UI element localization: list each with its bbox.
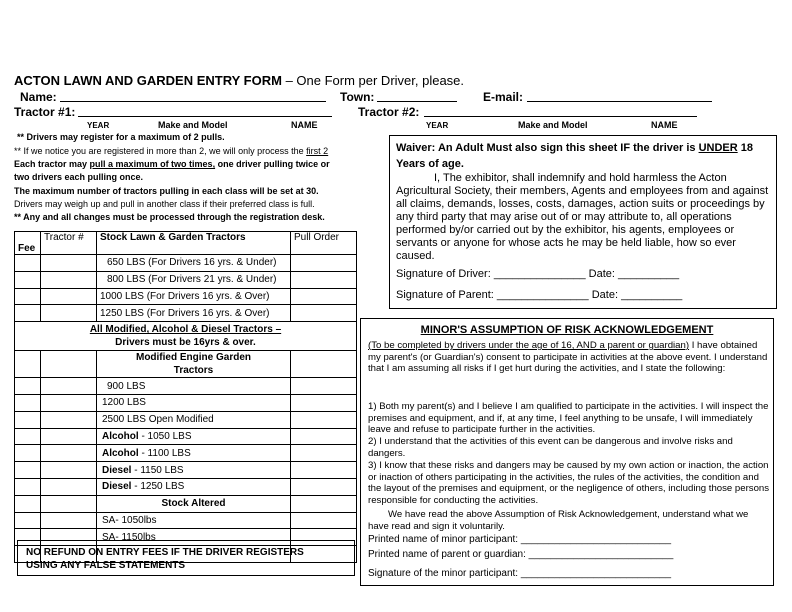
col-pull-order: Pull Order <box>291 232 357 255</box>
refund-notice <box>17 540 355 576</box>
waiver-title-c: 18 Years of age. <box>396 142 753 170</box>
pull-order-cell[interactable] <box>291 462 357 479</box>
rule-first-two <box>14 146 328 156</box>
pull-order-cell[interactable] <box>291 478 357 495</box>
class-text: 900 LBS <box>107 380 146 392</box>
name-label: Name: <box>20 90 57 104</box>
waiver-title-under: UNDER <box>698 142 738 154</box>
table-row <box>15 378 357 395</box>
fee-cell[interactable] <box>15 445 41 462</box>
class-cell: SA- 1050lbs <box>97 512 291 529</box>
class-cell <box>97 445 291 462</box>
pull-order-cell[interactable] <box>291 495 357 512</box>
class-cell: 800 LBS (For Drivers 21 yrs. & Under) <box>97 271 291 288</box>
class-text: 1200 LBS <box>102 397 146 409</box>
pull-order-cell[interactable] <box>291 351 357 378</box>
refund-line2: USING ANY FALSE STATEMENTS <box>26 560 186 571</box>
name-sub-label-2: NAME <box>651 120 678 130</box>
rule-first-two-text: ** If we notice you are registered in more than 2, we will only process the <box>14 146 307 156</box>
form-title-rest: – One Form per Driver, please. <box>281 73 465 88</box>
col-tractor: Tractor # <box>41 232 97 255</box>
modified-header <box>97 351 291 378</box>
class-text: - 1100 LBS <box>138 447 191 459</box>
pull-order-cell[interactable] <box>291 394 357 411</box>
tractor-cell[interactable] <box>41 271 97 288</box>
rule-pull-max <box>14 159 330 169</box>
modified-note-row <box>15 322 357 351</box>
printed-minor-name-line[interactable]: Printed name of minor participant: ___________________________ <box>368 534 672 545</box>
rule-max-pulls: ** Drivers may register for a maximum of 2 pulls. <box>17 132 225 142</box>
tractor-cell[interactable] <box>41 411 97 428</box>
tractor-cell[interactable] <box>41 394 97 411</box>
table-row <box>15 255 357 272</box>
tractor-cell[interactable] <box>41 428 97 445</box>
tractor-cell[interactable] <box>41 478 97 495</box>
rule-weigh-up: Drivers may weigh up and pull in another class if their preferred class is full. <box>14 199 315 209</box>
tractor2-field[interactable] <box>424 105 697 117</box>
minor-point-3: 3) I know that these risks and dangers may be caused by my own action or inaction, the action or inaction of others participating in the activities, the rules of the activities, the condition and the layout of the premises and equipment, or the negligence of others, including those persons responsible for conducting the activities. <box>368 460 770 506</box>
class-text: 2500 LBS Open Modified <box>102 414 214 426</box>
tractor-cell[interactable] <box>41 495 97 512</box>
minor-intro-underlined: (To be completed by drivers under the age of 16, AND a parent or guardian) <box>368 340 690 351</box>
pull-order-cell[interactable] <box>291 255 357 272</box>
entry-table <box>14 231 357 563</box>
fee-cell[interactable] <box>15 378 41 395</box>
modified-header-row <box>15 351 357 378</box>
minor-risk-box <box>360 318 774 586</box>
col-fee: Fee <box>15 232 41 255</box>
make-model-label-2: Make and Model <box>518 120 588 130</box>
table-row <box>15 445 357 462</box>
class-bold: Alcohol <box>102 447 139 459</box>
rule-first-two-underlined: first 2 <box>306 146 329 156</box>
class-text: - 1150 LBS <box>131 464 184 476</box>
printed-parent-name-line[interactable]: Printed name of parent or guardian: __________________________ <box>368 549 674 560</box>
tractor-cell[interactable] <box>41 351 97 378</box>
pull-order-cell[interactable] <box>291 271 357 288</box>
minor-point-2: 2) I understand that the activities of this event can be dangerous and involve risks and dangers. <box>368 436 733 459</box>
minor-acknowledgement: We have read the above Assumption of Risk Acknowledgement, understand what we have read and sign it voluntarily. <box>368 509 749 532</box>
rule-pull-max-a: Each tractor may <box>14 159 90 169</box>
class-text: - 1250 LBS <box>131 481 185 493</box>
rule-two-drivers: two drivers each pulling once. <box>14 172 144 182</box>
fee-cell[interactable] <box>15 428 41 445</box>
class-bold: Alcohol <box>102 430 139 442</box>
name-sub-label-1: NAME <box>291 120 318 130</box>
waiver-box <box>389 135 777 309</box>
tractor-cell[interactable] <box>41 512 97 529</box>
modified-note-line1: All Modified, Alcohol & Diesel Tractors – <box>89 324 282 336</box>
table-row <box>15 271 357 288</box>
pull-order-cell[interactable] <box>291 445 357 462</box>
stock-altered-header: Stock Altered <box>97 495 291 512</box>
tractor-cell[interactable] <box>41 445 97 462</box>
minor-title: MINOR'S ASSUMPTION OF RISK ACKNOWLEDGEMENT <box>420 324 714 336</box>
year-label-1: YEAR <box>87 121 110 130</box>
class-cell: 1000 LBS (For Drivers 16 yrs. & Over) <box>97 288 291 305</box>
class-cell <box>97 378 291 395</box>
rule-max-tractors: The maximum number of tractors pulling in each class will be set at 30. <box>14 186 319 196</box>
year-label-2: YEAR <box>426 121 449 130</box>
table-row <box>15 428 357 445</box>
fee-cell[interactable] <box>15 394 41 411</box>
waiver-body: I, The exhibitor, shall indemnify and hold harmless the Acton Agricultural Society, their members, Agents and employees from and against all claims, demands, losses, costs, damages, action suits or proceedings by any third party that may arise out of or may attribute to, all operations performed by/or carried out by the exhibitor, his agents, employees or servants or anyone for whose acts he may be held liable, how so ever caused. <box>396 172 769 262</box>
table-row <box>15 512 357 529</box>
minor-intro-text: I have obtained my parent's (or Guardian's) consent to participate in activities at the above event. I understand that I am assuming all risks if I get hurt during the activities, and I state the following: <box>368 340 768 375</box>
table-row <box>15 462 357 479</box>
fee-cell[interactable] <box>15 255 41 272</box>
minor-point-1: 1) Both my parent(s) and I believe I am qualified to participate in the activities. I will inspect the premises and equipment, and if, at any time, I feel anything to be unsafe, I will immediately leave and refuse to participate further in the activities. <box>368 401 769 436</box>
waiver-title-a: Waiver: An Adult Must also sign this sheet IF the driver is <box>396 142 699 154</box>
fee-cell[interactable] <box>15 512 41 529</box>
fee-cell[interactable] <box>15 462 41 479</box>
fee-cell[interactable] <box>15 478 41 495</box>
class-text: - 1050 LBS <box>138 430 192 442</box>
class-cell <box>97 462 291 479</box>
pull-order-cell[interactable] <box>291 378 357 395</box>
class-cell <box>97 478 291 495</box>
rule-pull-max-c: one driver pulling twice or <box>215 159 330 169</box>
class-bold: Diesel <box>102 481 132 493</box>
table-row <box>15 411 357 428</box>
refund-line1: NO REFUND ON ENTRY FEES IF THE DRIVER REGISTERS <box>26 547 304 558</box>
tractor2-label: Tractor #2: <box>358 105 420 119</box>
pull-order-cell[interactable] <box>291 305 357 322</box>
table-row <box>15 305 357 322</box>
fee-cell[interactable] <box>15 411 41 428</box>
form-title <box>14 73 464 88</box>
pull-order-cell[interactable] <box>291 512 357 529</box>
table-row <box>15 288 357 305</box>
email-label: E-mail: <box>483 90 524 104</box>
class-cell: 650 LBS (For Drivers 16 yrs. & Under) <box>97 255 291 272</box>
class-cell <box>97 394 291 411</box>
email-field[interactable] <box>527 90 712 102</box>
class-cell: 1250 LBS (For Drivers 16 yrs. & Over) <box>97 305 291 322</box>
town-field[interactable] <box>377 90 457 102</box>
modified-note <box>15 322 357 351</box>
pull-order-cell[interactable] <box>291 288 357 305</box>
pull-order-cell[interactable] <box>291 411 357 428</box>
tractor-cell[interactable] <box>41 305 97 322</box>
driver-signature-line[interactable]: Signature of Driver: _______________ Date: __________ <box>396 268 680 280</box>
fee-cell[interactable] <box>15 271 41 288</box>
name-field[interactable] <box>60 90 326 102</box>
rule-changes: ** Any and all changes must be processed through the registration desk. <box>14 212 325 222</box>
fee-cell[interactable] <box>15 495 41 512</box>
col-stock: Stock Lawn & Garden Tractors <box>97 232 291 255</box>
rule-pull-max-b: pull a maximum of two times, <box>89 159 216 169</box>
class-cell: SA- 1150lbs <box>97 529 291 546</box>
pull-order-cell[interactable] <box>291 428 357 445</box>
class-bold: Diesel <box>102 464 132 476</box>
tractor-cell[interactable] <box>41 288 97 305</box>
waiver-title <box>396 140 772 172</box>
tractor-cell[interactable] <box>41 255 97 272</box>
fee-cell[interactable] <box>15 351 41 378</box>
form-title-bold: ACTON LAWN AND GARDEN ENTRY FORM <box>14 73 282 88</box>
tractor1-label: Tractor #1: <box>14 105 76 119</box>
table-row <box>15 478 357 495</box>
class-cell <box>97 428 291 445</box>
minor-intro <box>368 340 770 375</box>
modified-header-line2: Tractors <box>173 365 214 377</box>
town-label: Town: <box>340 90 375 104</box>
stock-altered-row <box>15 495 357 512</box>
make-model-label-1: Make and Model <box>158 120 228 130</box>
table-row <box>15 394 357 411</box>
minor-signature-line[interactable]: Signature of the minor participant: ___________________________ <box>368 568 672 579</box>
tractor-cell[interactable] <box>41 462 97 479</box>
modified-header-line1: Modified Engine Garden <box>135 352 251 364</box>
fee-cell[interactable] <box>15 305 41 322</box>
fee-cell[interactable] <box>15 288 41 305</box>
tractor1-field[interactable] <box>78 105 332 117</box>
modified-note-line2: Drivers must be 16yrs & over. <box>115 337 256 349</box>
class-cell <box>97 411 291 428</box>
table-header-row <box>15 232 357 255</box>
tractor-cell[interactable] <box>41 378 97 395</box>
parent-signature-line[interactable]: Signature of Parent: _______________ Date: __________ <box>396 289 683 301</box>
